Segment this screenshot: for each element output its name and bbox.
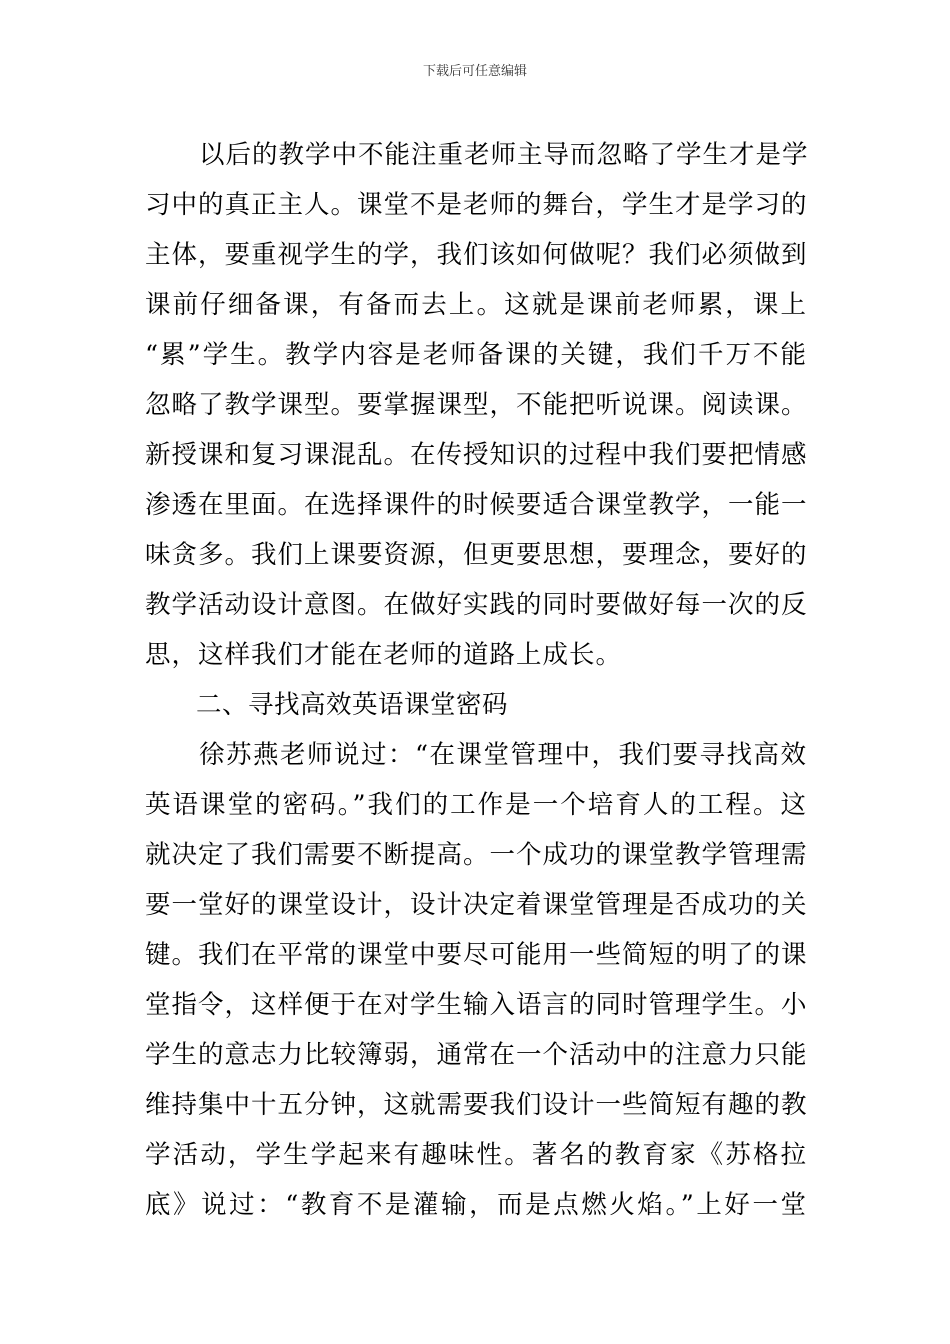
document-body [145,130,807,1230]
text-line: 要一堂好的课堂设计，设计决定着课堂管理是否成功的关 [145,890,808,920]
text-line: 徐苏燕老师说过：“在课堂管理中，我们要寻找高效 [199,740,807,770]
text-line: 教学活动设计意图。在做好实践的同时要做好每一次的反 [145,590,808,620]
text-line: 底》说过：“教育不是灌输，而是点燃火焰。”上好一堂 [145,1190,807,1220]
text-line: 键。我们在平常的课堂中要尽可能用一些简短的明了的课 [145,940,808,970]
text-line: “累”学生。教学内容是老师备课的关键，我们千万不能 [145,340,807,370]
text-line: 英语课堂的密码。”我们的工作是一个培育人的工程。这 [145,790,807,820]
text-line: 学活动，学生学起来有趣味性。著名的教育家《苏格拉 [145,1140,807,1170]
text-line: 主体，要重视学生的学，我们该如何做呢？我们必须做到 [145,240,808,270]
text-line: 习中的真正主人。课堂不是老师的舞台，学生才是学习的 [145,190,808,220]
text-line: 堂指令，这样便于在对学生输入语言的同时管理学生。小 [145,990,808,1020]
text-line: 渗透在里面。在选择课件的时候要适合课堂教学，一能一 [145,490,808,520]
text-line: 课前仔细备课，有备而去上。这就是课前老师累，课上 [145,290,807,320]
text-line: 就决定了我们需要不断提高。一个成功的课堂教学管理需 [145,840,808,870]
page-header-note: 下载后可任意编辑 [422,64,527,79]
text-line: 以后的教学中不能注重老师主导而忽略了学生才是学 [199,140,809,170]
text-line: 味贪多。我们上课要资源，但更要思想，要理念，要好的 [145,540,808,570]
text-line: 忽略了教学课型。要掌握课型，不能把听说课。阅读课。 [145,390,808,420]
section-heading: 二、寻找高效英语课堂密码 [196,690,509,720]
text-line: 思，这样我们才能在老师的道路上成长。 [145,640,623,670]
text-line: 维持集中十五分钟，这就需要我们设计一些简短有趣的教 [145,1090,808,1120]
text-line: 新授课和复习课混乱。在传授知识的过程中我们要把情感 [145,440,808,470]
text-line: 学生的意志力比较簿弱，通常在一个活动中的注意力只能 [145,1040,808,1070]
